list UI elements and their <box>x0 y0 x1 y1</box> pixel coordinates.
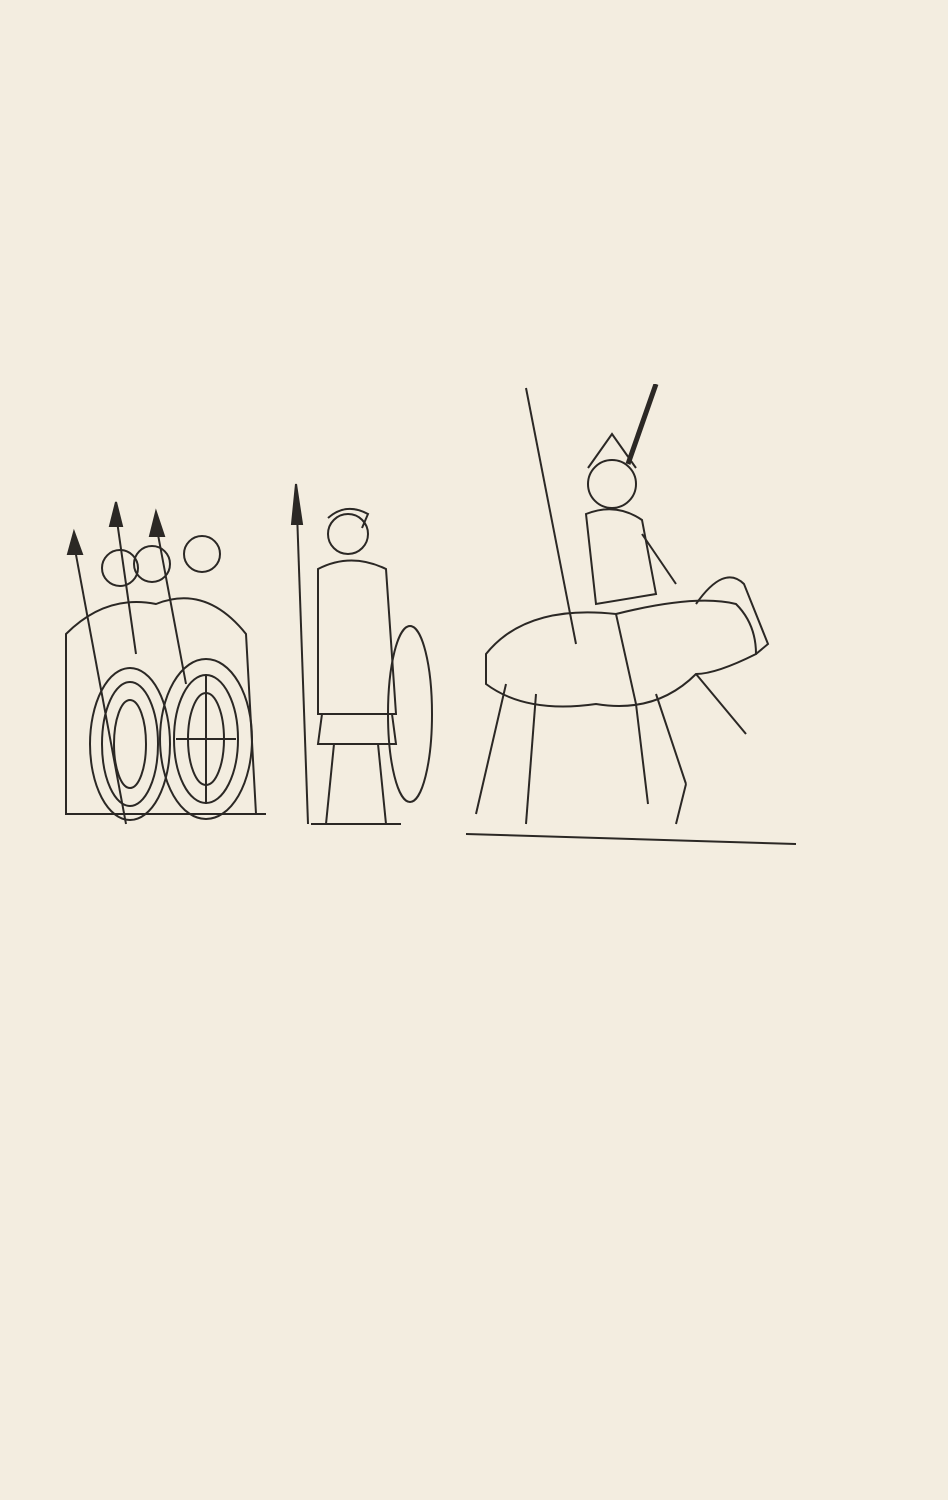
byzantine-army-illustration <box>56 384 826 864</box>
illustration-drawing <box>56 384 826 864</box>
officer-drawing <box>466 384 796 844</box>
bodyguards-drawing <box>66 502 266 824</box>
warrior-drawing <box>292 484 432 824</box>
